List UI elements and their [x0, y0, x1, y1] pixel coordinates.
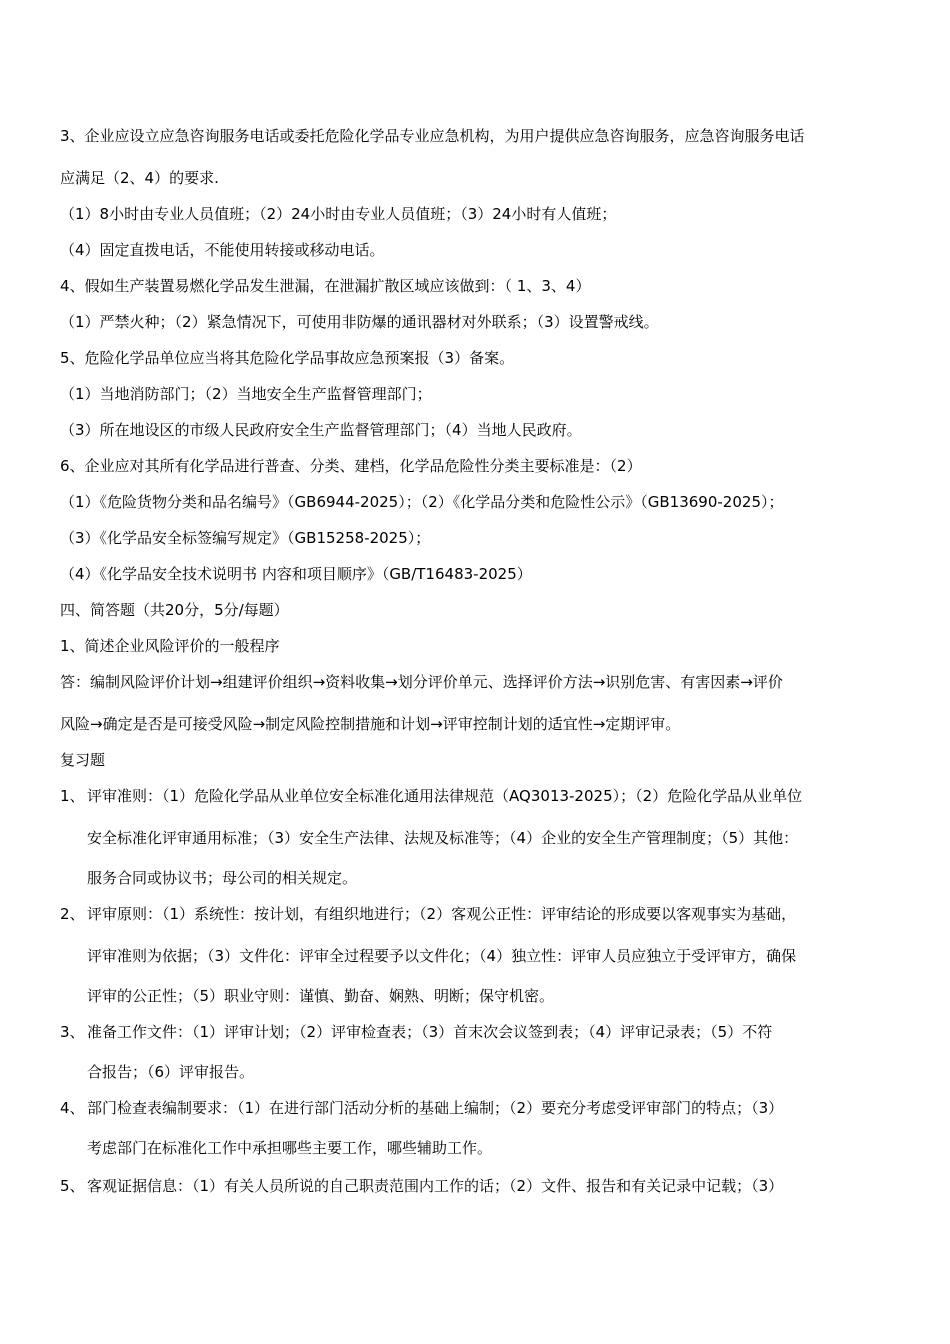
question-5-options-2: （3）所在地设区的市级人民政府安全生产监督管理部门；（4）当地人民政府。 — [60, 421, 582, 439]
review-item-1-line-1: 评审准则：（1）危险化学品从业单位安全标准化通用法律规范（AQ3013-2025）；（2）危险化学品从业单位 — [87, 787, 803, 805]
review-item-number: 1、 — [60, 787, 85, 805]
question-3-line-2: 应满足（2、4）的要求. — [60, 169, 219, 187]
review-item-number: 4、 — [60, 1099, 85, 1117]
question-3-options-2: （4）固定直拨电话，不能使用转接或移动电话。 — [60, 241, 385, 259]
review-item-3-line-1: 准备工作文件：（1）评审计划；（2）评审检查表；（3）首末次会议签到表；（4）评审记录表；（5）不符 — [87, 1023, 773, 1041]
review-item-4-line-1: 部门检查表编制要求：（1）在进行部门活动分析的基础上编制；（2）要充分考虑受评审部门的特点；（3） — [87, 1099, 784, 1117]
question-3-options-1: （1）8小时由专业人员值班；（2）24小时由专业人员值班；（3）24小时有人值班； — [60, 205, 617, 223]
question-5-line-1: 5、危险化学品单位应当将其危险化学品事故应急预案报（3）备案。 — [60, 349, 515, 367]
question-5-options-1: （1）当地消防部门；（2）当地安全生产监督管理部门； — [60, 385, 432, 403]
section-4-answer-line-2: 风险→确定是否是可接受风险→制定风险控制措施和计划→评审控制计划的适宜性→定期评审。 — [60, 715, 681, 733]
section-4-title: 四、简答题（共20分，5分/每题） — [60, 601, 289, 619]
review-item-number: 2、 — [60, 905, 85, 923]
review-title: 复习题 — [60, 751, 106, 769]
review-item-3-line-2: 合报告；（6）评审报告。 — [87, 1063, 255, 1081]
question-4-options-1: （1）严禁火种；（2）紧急情况下，可使用非防爆的通讯器材对外联系；（3）设置警戒线。 — [60, 313, 659, 331]
section-4-question-1: 1、简述企业风险评价的一般程序 — [60, 637, 280, 655]
question-3-line-1: 3、企业应设立应急咨询服务电话或委托危险化学品专业应急机构，为用户提供应急咨询服务，应急咨询服务电话 — [60, 127, 805, 145]
review-item-2-line-1: 评审原则：（1）系统性：按计划，有组织地进行；（2）客观公正性：评审结论的形成要以客观事实为基础， — [87, 905, 797, 923]
question-6-line-1: 6、企业应对其所有化学品进行普查、分类、建档，化学品危险性分类主要标准是：（2） — [60, 457, 642, 475]
review-item-2-line-2: 评审准则为依据；（3）文件化：评审全过程要予以文件化；（4）独立性：评审人员应独立于受评审方，确保 — [87, 947, 797, 965]
question-6-options-3: （4）《化学品安全技术说明书 内容和项目顺序》（GB/T16483-2025） — [60, 565, 532, 583]
question-4-line-1: 4、假如生产装置易燃化学品发生泄漏，在泄漏扩散区域应该做到：（ 1、3、4） — [60, 277, 591, 295]
question-6-options-2: （3）《化学品安全标签编写规定》（GB15258-2025）； — [60, 529, 431, 547]
review-item-number: 5、 — [60, 1177, 85, 1195]
review-item-number: 3、 — [60, 1023, 85, 1041]
review-item-4-line-2: 考虑部门在标准化工作中承担哪些主要工作，哪些辅助工作。 — [87, 1139, 493, 1157]
review-item-5-line-1: 客观证据信息：（1）有关人员所说的自己职责范围内工作的话；（2）文件、报告和有关记录中记载；（3） — [87, 1177, 784, 1195]
review-item-1-line-3: 服务合同或协议书；母公司的相关规定。 — [87, 869, 358, 887]
review-item-1-line-2: 安全标准化评审通用标准；（3）安全生产法律、法规及标准等；（4）企业的安全生产管理制度；（5）其他： — [87, 829, 799, 847]
question-6-options-1: （1）《危险货物分类和品名编号》（GB6944-2025）；（2）《化学品分类和危险性公示》（GB13690-2025）； — [60, 493, 784, 511]
section-4-answer-line-1: 答：编制风险评价计划→组建评价组织→资料收集→划分评价单元、选择评价方法→识别危害、有害因素→评价 — [60, 673, 783, 691]
review-item-2-line-3: 评审的公正性；（5）职业守则：谨慎、勤奋、娴熟、明断；保守机密。 — [87, 987, 555, 1005]
